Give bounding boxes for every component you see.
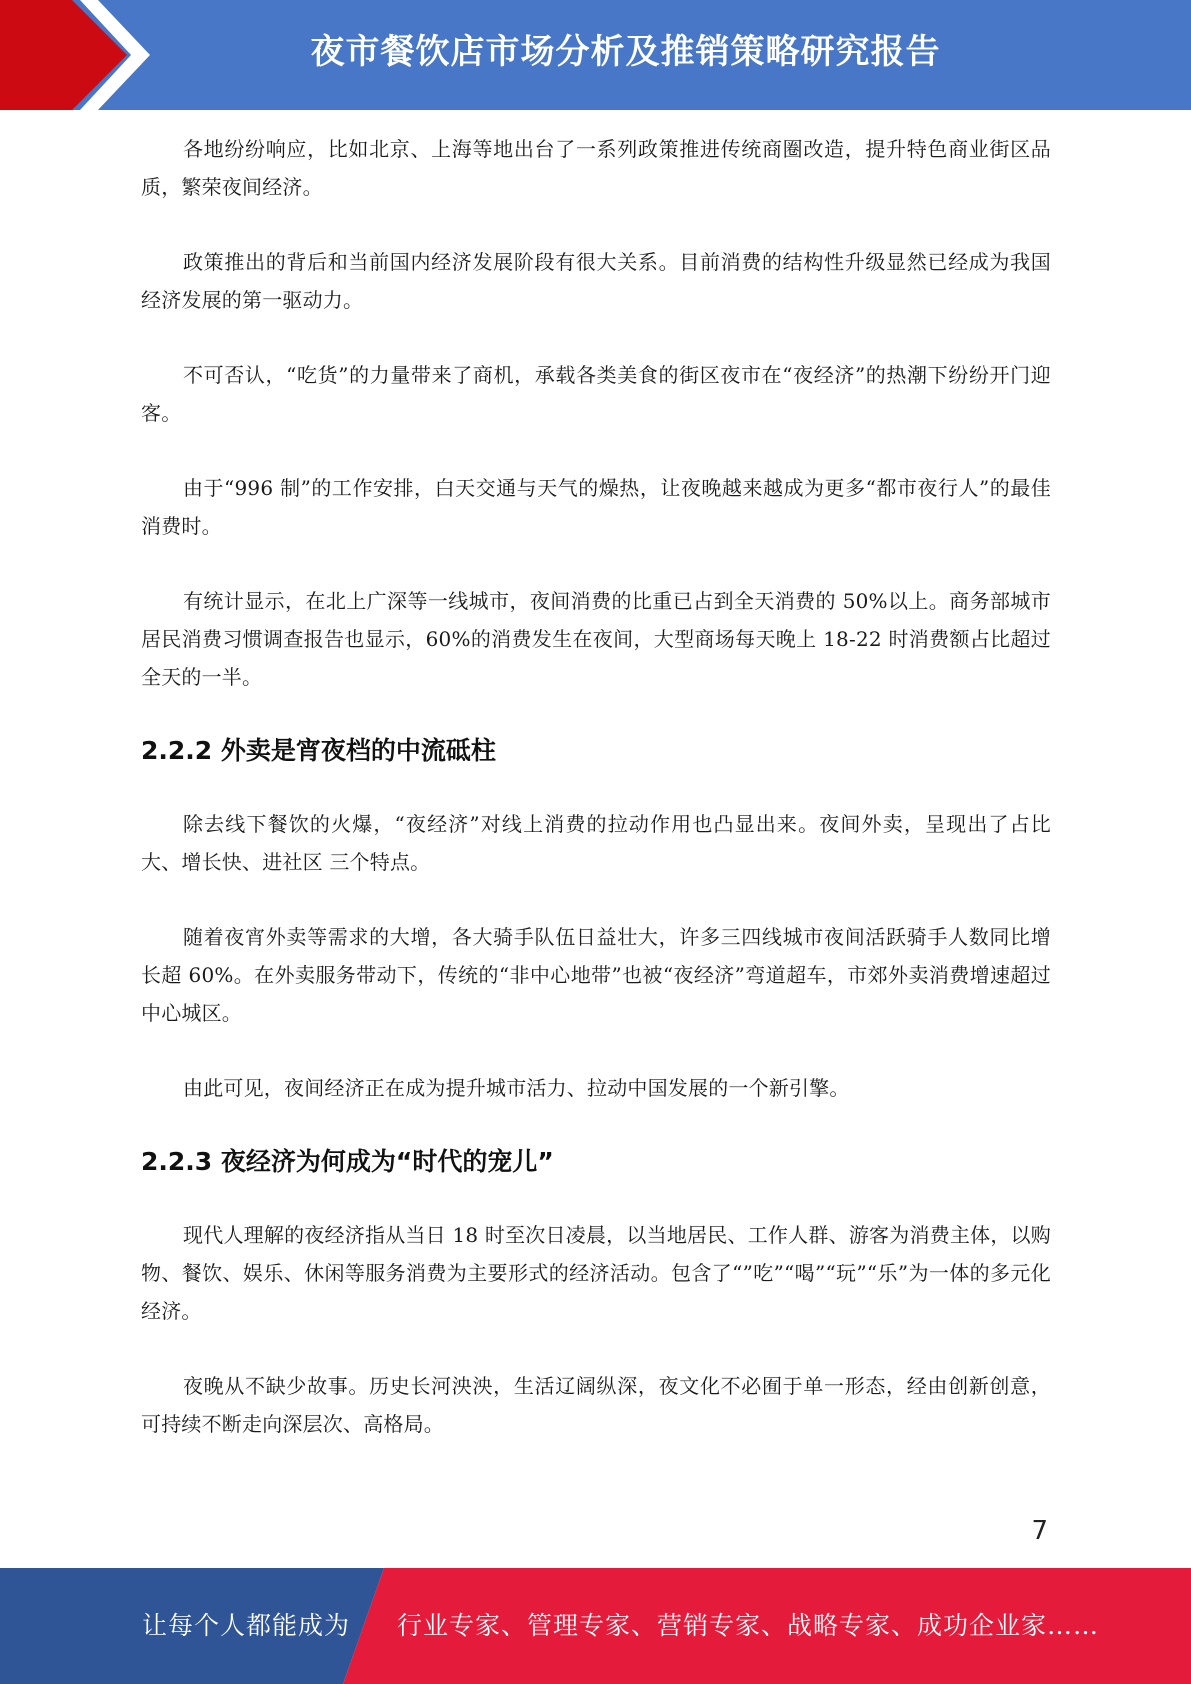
- paragraph: 不可否认，“吃货”的力量带来了商机，承载各类美食的街区夜市在“夜经济”的热潮下纷纷开门迎客。: [141, 363, 1051, 425]
- paragraph: 政策推出的背后和当前国内经济发展阶段有很大关系。目前消费的结构性升级显然已经成为我国经济发展的第一驱动力。: [141, 250, 1051, 312]
- document-title: 夜市餐饮店市场分析及推销策略研究报告: [310, 32, 941, 72]
- paragraph: 除去线下餐饮的火爆，“夜经济”对线上消费的拉动作用也凸显出来。夜间外卖，呈现出了占比大、增长快、进社区 三个特点。: [141, 812, 1051, 874]
- page-header: [0, 0, 1191, 110]
- document-body: [141, 130, 1051, 1480]
- page-footer: [0, 1568, 1191, 1684]
- paragraph: 各地纷纷响应，比如北京、上海等地出台了一系列政策推进传统商圈改造，提升特色商业街区品质，繁荣夜间经济。: [141, 137, 1051, 199]
- paragraph: 由于“996 制”的工作安排，白天交通与天气的燥热，让夜晚越来越成为更多“都市夜行人”的最佳消费时。: [141, 476, 1051, 538]
- paragraph: 现代人理解的夜经济指从当日 18 时至次日凌晨，以当地居民、工作人群、游客为消费主体，以购物、餐饮、娱乐、休闲等服务消费为主要形式的经济活动。包含了“”吃”“喝”“玩”“乐”为一体的多元化经济。: [141, 1223, 1051, 1323]
- paragraph: 随着夜宵外卖等需求的大增，各大骑手队伍日益壮大，许多三四线城市夜间活跃骑手人数同比增长超 60%。在外卖服务带动下，传统的“非中心地带”也被“夜经济”弯道超车，市郊外卖消费增速超过中心城区。: [141, 925, 1051, 1025]
- footer-slogan-left: 让每个人都能成为: [142, 1611, 351, 1640]
- footer-slogan-right: 行业专家、管理专家、营销专家、战略专家、成功企业家……: [397, 1611, 1100, 1640]
- section-heading: 2.2.2 外卖是宵夜档的中流砥柱: [141, 736, 496, 765]
- page-number: 7: [1031, 1516, 1048, 1546]
- section-heading: 2.2.3 夜经济为何成为“时代的宠儿”: [141, 1147, 554, 1176]
- paragraph: 由此可见，夜间经济正在成为提升城市活力、拉动中国发展的一个新引擎。: [183, 1076, 850, 1100]
- paragraph: 夜晚从不缺少故事。历史长河泱泱，生活辽阔纵深，夜文化不必囿于单一形态，经由创新创意，可持续不断走向深层次、高格局。: [141, 1374, 1051, 1436]
- header-arrow-decoration: [0, 0, 160, 110]
- paragraph: 有统计显示，在北上广深等一线城市，夜间消费的比重已占到全天消费的 50%以上。商务部城市居民消费习惯调查报告也显示，60%的消费发生在夜间，大型商场每天晚上 18-22 时消费额占比超过全天的一半。: [141, 589, 1051, 689]
